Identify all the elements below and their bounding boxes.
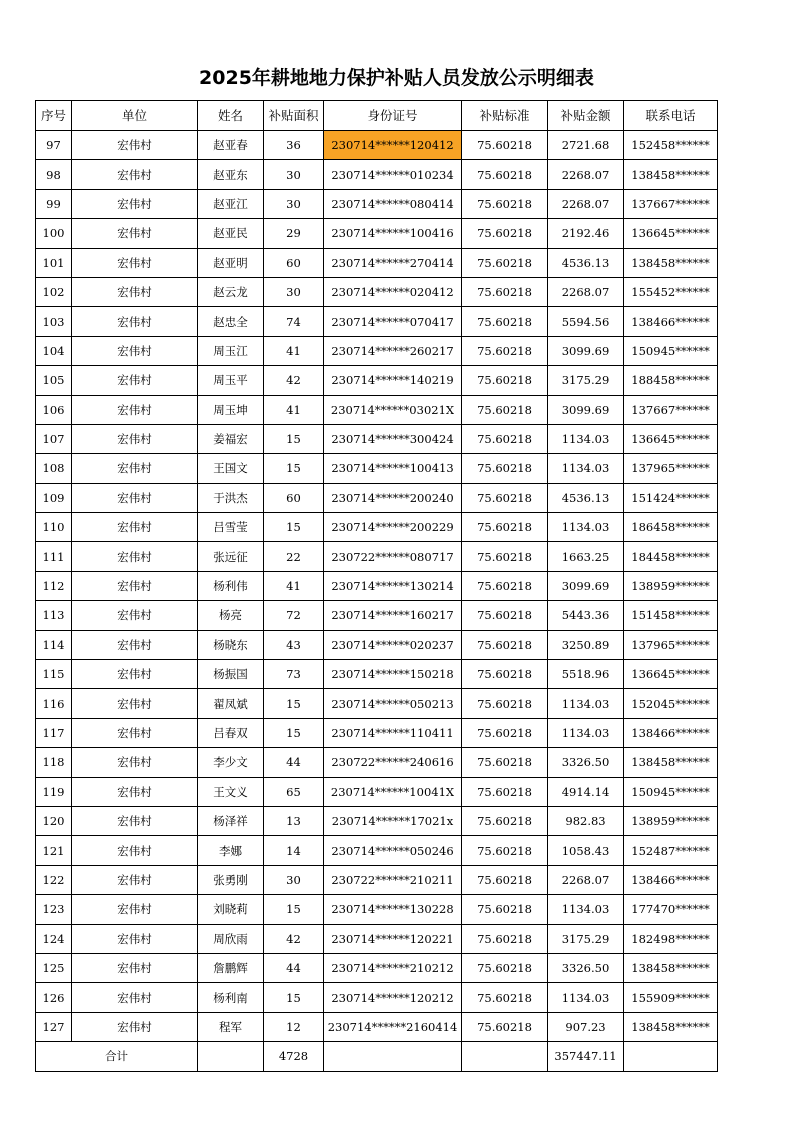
table-cell: 230714******120212	[324, 983, 462, 1012]
table-cell: 41	[264, 336, 324, 365]
total-empty-cell	[324, 1042, 462, 1071]
table-cell: 2721.68	[548, 131, 624, 160]
table-cell: 1134.03	[548, 513, 624, 542]
table-cell: 15	[264, 983, 324, 1012]
table-cell: 宏伟村	[72, 748, 198, 777]
table-cell: 138458******	[624, 160, 718, 189]
table-cell: 1134.03	[548, 983, 624, 1012]
table-cell: 230714******03021X	[324, 395, 462, 424]
table-cell: 99	[36, 189, 72, 218]
table-cell: 14	[264, 836, 324, 865]
table-row	[36, 366, 718, 395]
table-cell: 1134.03	[548, 689, 624, 718]
header-cell: 补贴面积	[264, 101, 324, 131]
table-cell: 110	[36, 513, 72, 542]
table-cell: 138458******	[624, 1012, 718, 1041]
table-cell: 75.60218	[462, 748, 548, 777]
table-cell: 230714******080414	[324, 189, 462, 218]
table-cell: 230714******200240	[324, 483, 462, 512]
table-row	[36, 336, 718, 365]
table-cell: 75.60218	[462, 895, 548, 924]
table-cell: 宏伟村	[72, 571, 198, 600]
total-empty-cell	[198, 1042, 264, 1071]
table-cell: 宏伟村	[72, 777, 198, 806]
table-cell: 宏伟村	[72, 718, 198, 747]
table-cell: 188458******	[624, 366, 718, 395]
table-cell: 75.60218	[462, 395, 548, 424]
table-cell: 155452******	[624, 277, 718, 306]
table-cell: 5594.56	[548, 307, 624, 336]
table-cell: 75.60218	[462, 983, 548, 1012]
table-row	[36, 777, 718, 806]
table-cell: 75.60218	[462, 953, 548, 982]
table-row	[36, 513, 718, 542]
table-cell: 詹鹏辉	[198, 953, 264, 982]
table-cell: 114	[36, 630, 72, 659]
table-cell: 75.60218	[462, 660, 548, 689]
table-cell: 4536.13	[548, 483, 624, 512]
table-cell: 宏伟村	[72, 513, 198, 542]
table-cell: 65	[264, 777, 324, 806]
table-cell: 60	[264, 483, 324, 512]
table-cell: 230722******210211	[324, 865, 462, 894]
table-cell: 3326.50	[548, 748, 624, 777]
table-cell: 230714******130214	[324, 571, 462, 600]
table-cell: 36	[264, 131, 324, 160]
table-cell: 41	[264, 395, 324, 424]
table-cell: 75.60218	[462, 307, 548, 336]
table-cell: 宏伟村	[72, 277, 198, 306]
table-cell: 王国文	[198, 454, 264, 483]
table-cell: 230722******240616	[324, 748, 462, 777]
table-cell: 2192.46	[548, 219, 624, 248]
table-cell: 230714******110411	[324, 718, 462, 747]
header-cell: 单位	[72, 101, 198, 131]
table-cell: 982.83	[548, 806, 624, 835]
table-cell: 75.60218	[462, 189, 548, 218]
table-row	[36, 806, 718, 835]
table-cell: 29	[264, 219, 324, 248]
table-row	[36, 307, 718, 336]
table-cell: 230714******020412	[324, 277, 462, 306]
table-cell: 杨振国	[198, 660, 264, 689]
table-row	[36, 601, 718, 630]
table-cell: 宏伟村	[72, 395, 198, 424]
table-cell: 宏伟村	[72, 601, 198, 630]
table-cell: 刘晓莉	[198, 895, 264, 924]
table-cell: 230714******150218	[324, 660, 462, 689]
table-cell: 106	[36, 395, 72, 424]
table-cell: 1663.25	[548, 542, 624, 571]
table-cell: 杨亮	[198, 601, 264, 630]
table-row	[36, 748, 718, 777]
table-cell: 230722******080717	[324, 542, 462, 571]
table-cell: 75.60218	[462, 424, 548, 453]
table-cell: 杨晓东	[198, 630, 264, 659]
table-cell: 75.60218	[462, 219, 548, 248]
table-cell: 152487******	[624, 836, 718, 865]
table-cell: 75.60218	[462, 483, 548, 512]
table-cell: 138466******	[624, 865, 718, 894]
table-cell: 宏伟村	[72, 1012, 198, 1041]
table-row	[36, 630, 718, 659]
table-cell: 于洪杰	[198, 483, 264, 512]
table-cell: 72	[264, 601, 324, 630]
table-cell: 15	[264, 424, 324, 453]
table-cell: 230714******100416	[324, 219, 462, 248]
table-cell: 2268.07	[548, 865, 624, 894]
subsidy-table	[35, 100, 718, 1072]
table-cell: 宏伟村	[72, 307, 198, 336]
table-cell: 125	[36, 953, 72, 982]
table-cell: 宏伟村	[72, 542, 198, 571]
table-cell: 44	[264, 953, 324, 982]
table-cell: 杨利南	[198, 983, 264, 1012]
header-cell: 序号	[36, 101, 72, 131]
table-row	[36, 395, 718, 424]
header-cell: 姓名	[198, 101, 264, 131]
table-cell: 宏伟村	[72, 483, 198, 512]
table-cell: 2268.07	[548, 277, 624, 306]
table-cell: 75.60218	[462, 277, 548, 306]
table-row	[36, 895, 718, 924]
table-cell: 宏伟村	[72, 689, 198, 718]
table-cell: 152458******	[624, 131, 718, 160]
table-row	[36, 660, 718, 689]
table-cell: 姜福宏	[198, 424, 264, 453]
table-row	[36, 219, 718, 248]
table-cell: 吕春双	[198, 718, 264, 747]
table-cell: 138959******	[624, 806, 718, 835]
table-cell: 230714******160217	[324, 601, 462, 630]
table-cell: 115	[36, 660, 72, 689]
table-cell: 230714******200229	[324, 513, 462, 542]
table-cell: 75.60218	[462, 689, 548, 718]
table-cell: 186458******	[624, 513, 718, 542]
table-cell: 137667******	[624, 395, 718, 424]
table-cell: 3099.69	[548, 395, 624, 424]
table-cell: 75.60218	[462, 571, 548, 600]
table-cell: 15	[264, 454, 324, 483]
table-row	[36, 983, 718, 1012]
table-cell: 75.60218	[462, 160, 548, 189]
table-cell: 104	[36, 336, 72, 365]
total-empty-cell	[624, 1042, 718, 1071]
table-cell: 117	[36, 718, 72, 747]
table-cell: 程军	[198, 1012, 264, 1041]
table-cell: 184458******	[624, 542, 718, 571]
table-cell: 22	[264, 542, 324, 571]
table-cell: 30	[264, 277, 324, 306]
table-row	[36, 277, 718, 306]
table-cell: 121	[36, 836, 72, 865]
header-cell: 补贴金额	[548, 101, 624, 131]
table-cell: 105	[36, 366, 72, 395]
table-cell: 75.60218	[462, 1012, 548, 1041]
table-cell: 30	[264, 865, 324, 894]
table-cell: 137667******	[624, 189, 718, 218]
table-cell: 136645******	[624, 660, 718, 689]
table-cell: 15	[264, 513, 324, 542]
table-cell: 吕雪莹	[198, 513, 264, 542]
table-cell: 102	[36, 277, 72, 306]
table-row	[36, 542, 718, 571]
table-cell: 119	[36, 777, 72, 806]
table-cell: 109	[36, 483, 72, 512]
table-cell: 宏伟村	[72, 219, 198, 248]
table-cell: 1058.43	[548, 836, 624, 865]
table-cell: 138458******	[624, 748, 718, 777]
table-cell: 137965******	[624, 454, 718, 483]
table-cell: 150945******	[624, 777, 718, 806]
table-cell: 宏伟村	[72, 424, 198, 453]
table-cell: 3175.29	[548, 924, 624, 953]
table-cell: 230714******050246	[324, 836, 462, 865]
table-cell: 123	[36, 895, 72, 924]
table-cell: 赵亚江	[198, 189, 264, 218]
table-cell: 周欣雨	[198, 924, 264, 953]
table-cell: 230714******270414	[324, 248, 462, 277]
table-cell: 3099.69	[548, 571, 624, 600]
table-cell: 75.60218	[462, 924, 548, 953]
total-row	[36, 1042, 718, 1071]
table-cell: 75.60218	[462, 630, 548, 659]
table-cell: 98	[36, 160, 72, 189]
table-cell: 13	[264, 806, 324, 835]
table-cell: 230714******070417	[324, 307, 462, 336]
table-cell: 118	[36, 748, 72, 777]
table-cell: 74	[264, 307, 324, 336]
table-cell: 3250.89	[548, 630, 624, 659]
table-cell: 赵云龙	[198, 277, 264, 306]
table-cell: 230714******100413	[324, 454, 462, 483]
table-cell: 103	[36, 307, 72, 336]
table-cell: 230714******300424	[324, 424, 462, 453]
table-cell: 230714******210212	[324, 953, 462, 982]
table-cell: 230714******050213	[324, 689, 462, 718]
table-cell: 3099.69	[548, 336, 624, 365]
table-cell: 李娜	[198, 836, 264, 865]
table-row	[36, 1012, 718, 1041]
table-cell: 张远征	[198, 542, 264, 571]
table-cell: 41	[264, 571, 324, 600]
table-row	[36, 953, 718, 982]
table-cell: 75.60218	[462, 248, 548, 277]
table-cell: 3175.29	[548, 366, 624, 395]
table-row	[36, 718, 718, 747]
table-cell: 15	[264, 689, 324, 718]
table-cell: 4914.14	[548, 777, 624, 806]
table-cell: 宏伟村	[72, 924, 198, 953]
header-cell: 联系电话	[624, 101, 718, 131]
table-cell: 宏伟村	[72, 865, 198, 894]
table-cell: 112	[36, 571, 72, 600]
table-cell: 138458******	[624, 248, 718, 277]
table-cell: 宏伟村	[72, 953, 198, 982]
page-title: 2025年耕地地力保护补贴人员发放公示明细表	[199, 67, 594, 89]
table-cell: 151458******	[624, 601, 718, 630]
table-cell: 宏伟村	[72, 336, 198, 365]
table-cell: 2268.07	[548, 160, 624, 189]
table-cell: 75.60218	[462, 513, 548, 542]
table-cell: 155909******	[624, 983, 718, 1012]
table-cell: 75.60218	[462, 777, 548, 806]
table-cell: 116	[36, 689, 72, 718]
table-cell: 108	[36, 454, 72, 483]
table-cell: 101	[36, 248, 72, 277]
table-cell: 75.60218	[462, 601, 548, 630]
header-cell: 补贴标准	[462, 101, 548, 131]
table-cell: 107	[36, 424, 72, 453]
table-cell: 赵忠全	[198, 307, 264, 336]
table-cell: 150945******	[624, 336, 718, 365]
table-cell: 1134.03	[548, 454, 624, 483]
table-cell: 12	[264, 1012, 324, 1041]
table-row	[36, 424, 718, 453]
table-cell: 230714******260217	[324, 336, 462, 365]
table-cell: 30	[264, 160, 324, 189]
table-cell: 111	[36, 542, 72, 571]
table-cell: 907.23	[548, 1012, 624, 1041]
table-cell: 周玉平	[198, 366, 264, 395]
table-cell: 138466******	[624, 718, 718, 747]
table-cell: 宏伟村	[72, 895, 198, 924]
header-row	[36, 101, 718, 131]
table-cell: 周玉江	[198, 336, 264, 365]
table-cell: 1134.03	[548, 895, 624, 924]
total-amount: 357447.11	[548, 1042, 624, 1071]
table-cell: 120	[36, 806, 72, 835]
table-cell: 宏伟村	[72, 660, 198, 689]
table-cell: 75.60218	[462, 131, 548, 160]
table-cell: 230714******140219	[324, 366, 462, 395]
table-cell: 60	[264, 248, 324, 277]
table-cell: 75.60218	[462, 806, 548, 835]
table-cell: 75.60218	[462, 366, 548, 395]
table-cell: 100	[36, 219, 72, 248]
table-cell: 138458******	[624, 953, 718, 982]
table-cell: 宏伟村	[72, 630, 198, 659]
table-cell: 3326.50	[548, 953, 624, 982]
table-cell: 75.60218	[462, 454, 548, 483]
table-cell: 李少文	[198, 748, 264, 777]
table-cell: 赵亚春	[198, 131, 264, 160]
table-row	[36, 689, 718, 718]
table-cell: 43	[264, 630, 324, 659]
table-cell: 王文义	[198, 777, 264, 806]
table-cell: 138959******	[624, 571, 718, 600]
table-row	[36, 836, 718, 865]
table-cell: 122	[36, 865, 72, 894]
table-cell: 1134.03	[548, 718, 624, 747]
table-cell: 2268.07	[548, 189, 624, 218]
table-cell: 5443.36	[548, 601, 624, 630]
table-cell: 周玉坤	[198, 395, 264, 424]
total-label: 合计	[36, 1042, 198, 1071]
table-cell: 4536.13	[548, 248, 624, 277]
table-cell: 230714******120221	[324, 924, 462, 953]
table-cell: 5518.96	[548, 660, 624, 689]
table-cell: 宏伟村	[72, 160, 198, 189]
table-cell: 15	[264, 895, 324, 924]
table-cell: 杨利伟	[198, 571, 264, 600]
table-cell: 15	[264, 718, 324, 747]
table-cell: 182498******	[624, 924, 718, 953]
table-row	[36, 865, 718, 894]
table-cell: 42	[264, 924, 324, 953]
table-cell: 杨泽祥	[198, 806, 264, 835]
table-cell: 73	[264, 660, 324, 689]
table-cell: 151424******	[624, 483, 718, 512]
table-cell: 124	[36, 924, 72, 953]
table-cell: 44	[264, 748, 324, 777]
table-row	[36, 248, 718, 277]
table-cell: 张勇刚	[198, 865, 264, 894]
table-row	[36, 571, 718, 600]
table-cell: 75.60218	[462, 865, 548, 894]
table-cell: 126	[36, 983, 72, 1012]
total-area: 4728	[264, 1042, 324, 1071]
table-cell: 75.60218	[462, 542, 548, 571]
table-cell: 230714******130228	[324, 895, 462, 924]
header-cell: 身份证号	[324, 101, 462, 131]
table-cell: 宏伟村	[72, 189, 198, 218]
table-cell: 97	[36, 131, 72, 160]
table-row	[36, 189, 718, 218]
table-cell: 75.60218	[462, 836, 548, 865]
table-cell: 翟凤斌	[198, 689, 264, 718]
table-cell: 137965******	[624, 630, 718, 659]
table-cell: 138466******	[624, 307, 718, 336]
table-cell: 230714******10041X	[324, 777, 462, 806]
table-cell: 42	[264, 366, 324, 395]
table-row	[36, 160, 718, 189]
table-cell: 230714******2160414	[324, 1012, 462, 1041]
table-cell: 宏伟村	[72, 454, 198, 483]
table-cell: 赵亚东	[198, 160, 264, 189]
table-cell: 1134.03	[548, 424, 624, 453]
table-row	[36, 483, 718, 512]
table-cell: 宏伟村	[72, 366, 198, 395]
table-cell: 230714******020237	[324, 630, 462, 659]
table-row	[36, 131, 718, 160]
table-cell: 赵亚民	[198, 219, 264, 248]
table-cell: 宏伟村	[72, 248, 198, 277]
table-cell: 宏伟村	[72, 836, 198, 865]
table-cell: 230714******010234	[324, 160, 462, 189]
table-cell: 75.60218	[462, 718, 548, 747]
table-cell: 113	[36, 601, 72, 630]
table-cell: 127	[36, 1012, 72, 1041]
table-cell: 宏伟村	[72, 806, 198, 835]
table-row	[36, 454, 718, 483]
table-cell: 30	[264, 189, 324, 218]
table-cell: 宏伟村	[72, 983, 198, 1012]
highlighted-id-cell: 230714******120412	[324, 131, 462, 160]
table-cell: 宏伟村	[72, 131, 198, 160]
table-cell: 赵亚明	[198, 248, 264, 277]
table-cell: 152045******	[624, 689, 718, 718]
total-empty-cell	[462, 1042, 548, 1071]
table-cell: 230714******17021x	[324, 806, 462, 835]
table-cell: 177470******	[624, 895, 718, 924]
table-cell: 136645******	[624, 219, 718, 248]
table-row	[36, 924, 718, 953]
table-cell: 136645******	[624, 424, 718, 453]
table-cell: 75.60218	[462, 336, 548, 365]
